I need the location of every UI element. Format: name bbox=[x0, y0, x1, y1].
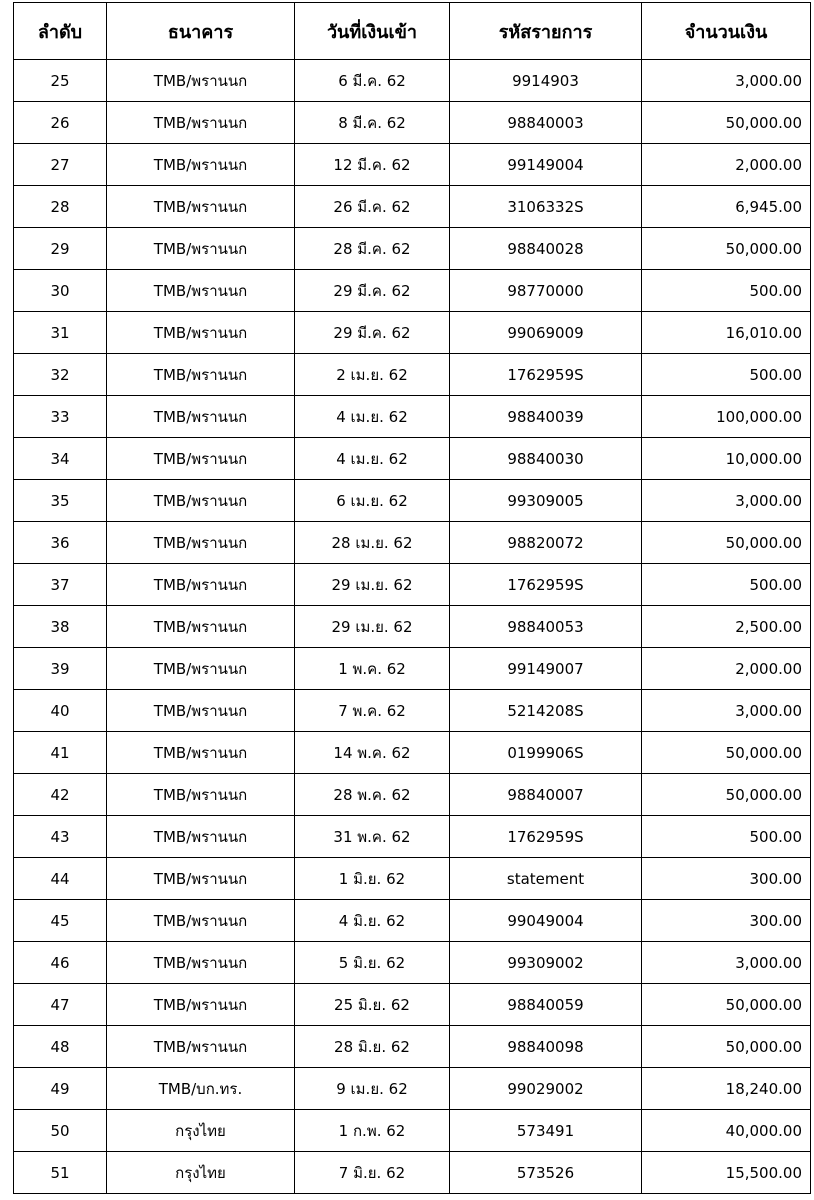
cell-date: 6 เม.ย. 62 bbox=[295, 480, 450, 522]
cell-seq: 49 bbox=[14, 1068, 107, 1110]
cell-date: 12 มี.ค. 62 bbox=[295, 144, 450, 186]
cell-amount: 500.00 bbox=[642, 816, 811, 858]
cell-seq: 50 bbox=[14, 1110, 107, 1152]
header-bank: ธนาคาร bbox=[107, 3, 295, 60]
cell-bank: TMB/พรานนก bbox=[107, 522, 295, 564]
cell-bank: TMB/พรานนก bbox=[107, 312, 295, 354]
cell-amount: 16,010.00 bbox=[642, 312, 811, 354]
cell-code: 98840007 bbox=[450, 774, 642, 816]
cell-code: 573491 bbox=[450, 1110, 642, 1152]
cell-bank: TMB/พรานนก bbox=[107, 648, 295, 690]
cell-amount: 3,000.00 bbox=[642, 690, 811, 732]
table-row bbox=[14, 648, 811, 690]
cell-bank: TMB/พรานนก bbox=[107, 186, 295, 228]
cell-date: 26 มี.ค. 62 bbox=[295, 186, 450, 228]
header-row bbox=[14, 3, 811, 60]
table-row bbox=[14, 564, 811, 606]
cell-code: 98840053 bbox=[450, 606, 642, 648]
cell-bank: TMB/พรานนก bbox=[107, 102, 295, 144]
cell-date: 5 มิ.ย. 62 bbox=[295, 942, 450, 984]
cell-amount: 50,000.00 bbox=[642, 984, 811, 1026]
cell-seq: 43 bbox=[14, 816, 107, 858]
table-row bbox=[14, 858, 811, 900]
cell-seq: 31 bbox=[14, 312, 107, 354]
cell-date: 31 พ.ค. 62 bbox=[295, 816, 450, 858]
cell-seq: 51 bbox=[14, 1152, 107, 1194]
cell-bank: TMB/พรานนก bbox=[107, 396, 295, 438]
cell-date: 7 มิ.ย. 62 bbox=[295, 1152, 450, 1194]
cell-amount: 10,000.00 bbox=[642, 438, 811, 480]
cell-amount: 18,240.00 bbox=[642, 1068, 811, 1110]
cell-amount: 6,945.00 bbox=[642, 186, 811, 228]
cell-code: 98840098 bbox=[450, 1026, 642, 1068]
cell-amount: 40,000.00 bbox=[642, 1110, 811, 1152]
cell-code: 98840003 bbox=[450, 102, 642, 144]
table-row bbox=[14, 1026, 811, 1068]
cell-seq: 42 bbox=[14, 774, 107, 816]
cell-amount: 15,500.00 bbox=[642, 1152, 811, 1194]
cell-bank: TMB/พรานนก bbox=[107, 270, 295, 312]
table-row bbox=[14, 606, 811, 648]
table-row bbox=[14, 774, 811, 816]
cell-amount: 50,000.00 bbox=[642, 228, 811, 270]
cell-amount: 50,000.00 bbox=[642, 522, 811, 564]
cell-seq: 38 bbox=[14, 606, 107, 648]
cell-bank: TMB/พรานนก bbox=[107, 732, 295, 774]
cell-bank: กรุงไทย bbox=[107, 1152, 295, 1194]
cell-bank: TMB/พรานนก bbox=[107, 564, 295, 606]
cell-bank: TMB/พรานนก bbox=[107, 942, 295, 984]
cell-code: 9914903 bbox=[450, 60, 642, 102]
cell-amount: 2,000.00 bbox=[642, 144, 811, 186]
cell-amount: 50,000.00 bbox=[642, 102, 811, 144]
cell-seq: 36 bbox=[14, 522, 107, 564]
cell-bank: TMB/พรานนก bbox=[107, 144, 295, 186]
cell-date: 29 เม.ย. 62 bbox=[295, 564, 450, 606]
cell-seq: 28 bbox=[14, 186, 107, 228]
table-row bbox=[14, 900, 811, 942]
cell-seq: 26 bbox=[14, 102, 107, 144]
cell-date: 28 มี.ค. 62 bbox=[295, 228, 450, 270]
table-row bbox=[14, 186, 811, 228]
cell-date: 9 เม.ย. 62 bbox=[295, 1068, 450, 1110]
cell-date: 28 พ.ค. 62 bbox=[295, 774, 450, 816]
table-row bbox=[14, 984, 811, 1026]
cell-amount: 3,000.00 bbox=[642, 480, 811, 522]
cell-seq: 37 bbox=[14, 564, 107, 606]
cell-bank: TMB/พรานนก bbox=[107, 774, 295, 816]
cell-seq: 41 bbox=[14, 732, 107, 774]
cell-date: 1 ก.พ. 62 bbox=[295, 1110, 450, 1152]
cell-bank: TMB/พรานนก bbox=[107, 816, 295, 858]
table-row bbox=[14, 1152, 811, 1194]
table-row bbox=[14, 102, 811, 144]
header-amount: จำนวนเงิน bbox=[642, 3, 811, 60]
cell-code: 98820072 bbox=[450, 522, 642, 564]
cell-amount: 300.00 bbox=[642, 858, 811, 900]
table-row bbox=[14, 312, 811, 354]
cell-seq: 44 bbox=[14, 858, 107, 900]
table-row bbox=[14, 144, 811, 186]
table-row bbox=[14, 522, 811, 564]
cell-date: 1 พ.ค. 62 bbox=[295, 648, 450, 690]
cell-date: 14 พ.ค. 62 bbox=[295, 732, 450, 774]
cell-seq: 40 bbox=[14, 690, 107, 732]
cell-code: 573526 bbox=[450, 1152, 642, 1194]
cell-seq: 45 bbox=[14, 900, 107, 942]
cell-bank: TMB/พรานนก bbox=[107, 606, 295, 648]
table-body bbox=[14, 60, 811, 1194]
cell-amount: 3,000.00 bbox=[642, 942, 811, 984]
cell-amount: 500.00 bbox=[642, 270, 811, 312]
cell-code: 3106332S bbox=[450, 186, 642, 228]
cell-date: 28 เม.ย. 62 bbox=[295, 522, 450, 564]
cell-code: 99029002 bbox=[450, 1068, 642, 1110]
cell-amount: 50,000.00 bbox=[642, 1026, 811, 1068]
cell-amount: 500.00 bbox=[642, 564, 811, 606]
cell-date: 7 พ.ค. 62 bbox=[295, 690, 450, 732]
table-row bbox=[14, 480, 811, 522]
table-row bbox=[14, 1110, 811, 1152]
cell-code: 99309002 bbox=[450, 942, 642, 984]
cell-bank: TMB/พรานนก bbox=[107, 228, 295, 270]
cell-code: 5214208S bbox=[450, 690, 642, 732]
cell-code: 1762959S bbox=[450, 564, 642, 606]
cell-code: 99309005 bbox=[450, 480, 642, 522]
deposit-table bbox=[13, 2, 811, 1194]
header-date: วันที่เงินเข้า bbox=[295, 3, 450, 60]
cell-date: 4 เม.ย. 62 bbox=[295, 396, 450, 438]
table-row bbox=[14, 396, 811, 438]
cell-amount: 300.00 bbox=[642, 900, 811, 942]
cell-code: 99069009 bbox=[450, 312, 642, 354]
cell-amount: 2,000.00 bbox=[642, 648, 811, 690]
cell-code: 98770000 bbox=[450, 270, 642, 312]
cell-bank: TMB/พรานนก bbox=[107, 690, 295, 732]
cell-bank: TMB/พรานนก bbox=[107, 900, 295, 942]
cell-amount: 100,000.00 bbox=[642, 396, 811, 438]
table-row bbox=[14, 438, 811, 480]
cell-seq: 46 bbox=[14, 942, 107, 984]
cell-date: 25 มิ.ย. 62 bbox=[295, 984, 450, 1026]
cell-amount: 2,500.00 bbox=[642, 606, 811, 648]
cell-bank: TMB/พรานนก bbox=[107, 60, 295, 102]
cell-seq: 32 bbox=[14, 354, 107, 396]
cell-code: 98840030 bbox=[450, 438, 642, 480]
cell-amount: 50,000.00 bbox=[642, 774, 811, 816]
header-seq: ลำดับ bbox=[14, 3, 107, 60]
cell-seq: 47 bbox=[14, 984, 107, 1026]
cell-bank: TMB/พรานนก bbox=[107, 858, 295, 900]
cell-code: 99149004 bbox=[450, 144, 642, 186]
cell-amount: 50,000.00 bbox=[642, 732, 811, 774]
cell-bank: TMB/พรานนก bbox=[107, 354, 295, 396]
cell-seq: 25 bbox=[14, 60, 107, 102]
cell-bank: TMB/พรานนก bbox=[107, 1026, 295, 1068]
cell-code: 99149007 bbox=[450, 648, 642, 690]
cell-bank: TMB/พรานนก bbox=[107, 480, 295, 522]
table-row bbox=[14, 354, 811, 396]
cell-date: 4 มิ.ย. 62 bbox=[295, 900, 450, 942]
cell-date: 6 มี.ค. 62 bbox=[295, 60, 450, 102]
cell-date: 28 มิ.ย. 62 bbox=[295, 1026, 450, 1068]
cell-code: 99049004 bbox=[450, 900, 642, 942]
cell-code: 98840028 bbox=[450, 228, 642, 270]
table-row bbox=[14, 1068, 811, 1110]
cell-code: 0199906S bbox=[450, 732, 642, 774]
cell-seq: 30 bbox=[14, 270, 107, 312]
table-row bbox=[14, 732, 811, 774]
cell-bank: กรุงไทย bbox=[107, 1110, 295, 1152]
table-row bbox=[14, 60, 811, 102]
cell-date: 29 มี.ค. 62 bbox=[295, 312, 450, 354]
cell-seq: 33 bbox=[14, 396, 107, 438]
cell-date: 1 มิ.ย. 62 bbox=[295, 858, 450, 900]
cell-date: 4 เม.ย. 62 bbox=[295, 438, 450, 480]
cell-bank: TMB/บก.ทร. bbox=[107, 1068, 295, 1110]
cell-amount: 3,000.00 bbox=[642, 60, 811, 102]
cell-code: 1762959S bbox=[450, 816, 642, 858]
cell-seq: 27 bbox=[14, 144, 107, 186]
table-row bbox=[14, 816, 811, 858]
cell-code: statement bbox=[450, 858, 642, 900]
cell-seq: 29 bbox=[14, 228, 107, 270]
cell-bank: TMB/พรานนก bbox=[107, 438, 295, 480]
cell-date: 29 เม.ย. 62 bbox=[295, 606, 450, 648]
cell-date: 2 เม.ย. 62 bbox=[295, 354, 450, 396]
cell-code: 98840039 bbox=[450, 396, 642, 438]
cell-amount: 500.00 bbox=[642, 354, 811, 396]
table-row bbox=[14, 690, 811, 732]
table-row bbox=[14, 270, 811, 312]
cell-code: 1762959S bbox=[450, 354, 642, 396]
cell-seq: 34 bbox=[14, 438, 107, 480]
cell-seq: 35 bbox=[14, 480, 107, 522]
cell-seq: 39 bbox=[14, 648, 107, 690]
table-row bbox=[14, 228, 811, 270]
cell-code: 98840059 bbox=[450, 984, 642, 1026]
cell-date: 29 มี.ค. 62 bbox=[295, 270, 450, 312]
header-code: รหัสรายการ bbox=[450, 3, 642, 60]
cell-date: 8 มี.ค. 62 bbox=[295, 102, 450, 144]
cell-bank: TMB/พรานนก bbox=[107, 984, 295, 1026]
cell-seq: 48 bbox=[14, 1026, 107, 1068]
table-row bbox=[14, 942, 811, 984]
